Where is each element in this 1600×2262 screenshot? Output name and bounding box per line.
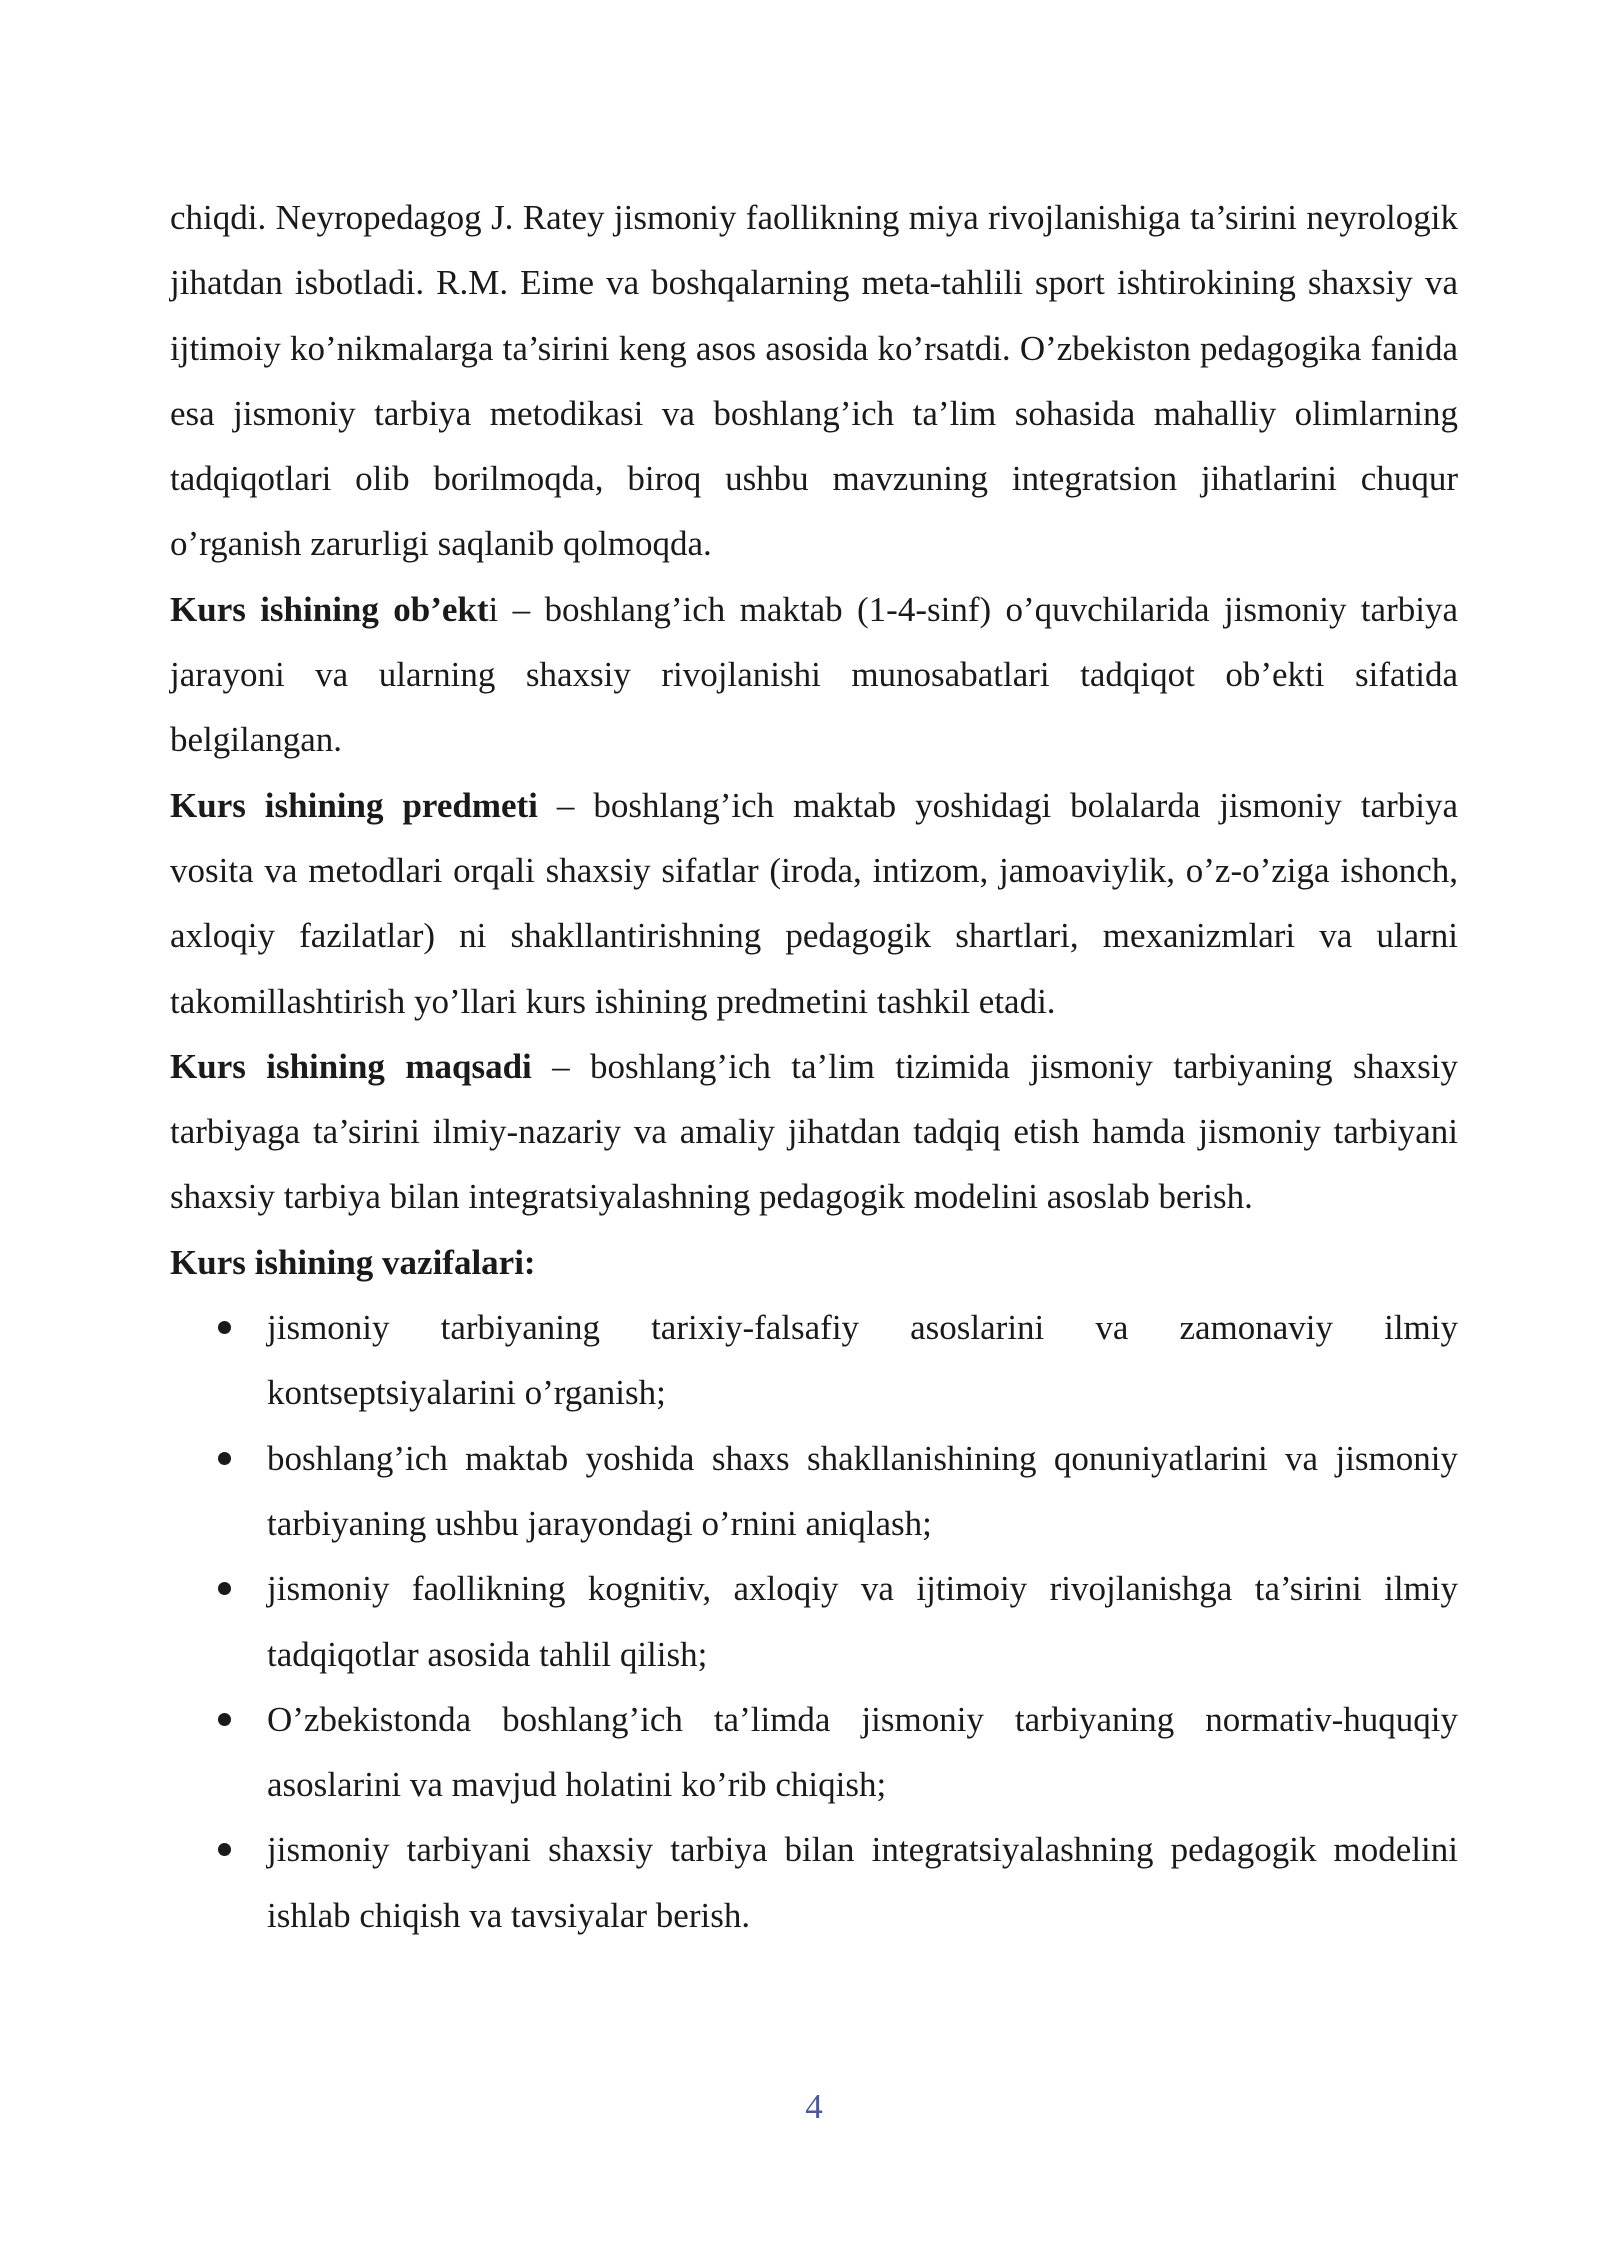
- list-item: [170, 1556, 1458, 1687]
- goal-paragraph: [170, 1034, 1458, 1230]
- bullet-icon: [218, 1452, 231, 1465]
- list-item: [170, 1295, 1458, 1426]
- intro-paragraph-text: chiqdi. Neyropedagog J. Ratey jismoniy faollikning miya rivojlanishiga ta’sirini neyrologik jihatdan isbotladi. R.M. Eime va boshqalarning meta-tahlili sport ishtirokining shaxsiy va ijtimoiy ko’nikmalarga ta’sirini keng asos asosida ko’rsatdi. O’zbekiston pedagogika fanida esa jismoniy tarbiya metodikasi va boshlang’ich ta’lim sohasida mahalliy olimlarning tadqiqotlari olib borilmoqda, biroq ushbu mavzuning integratsion jihatlarini chuqur o’rganish zarurligi saqlanib qolmoqda.: [170, 198, 1458, 564]
- object-paragraph: [170, 577, 1458, 773]
- list-item-text: jismoniy faollikning kognitiv, axloqiy va ijtimoiy rivojlanishga ta’sirini ilmiy tadqiqotlar asosida tahlil qilish;: [267, 1569, 1458, 1674]
- object-label-tail: i: [488, 589, 499, 629]
- subject-label: Kurs ishining predmeti: [170, 785, 538, 825]
- bullet-icon: [218, 1713, 231, 1726]
- subject-paragraph: [170, 773, 1458, 1034]
- page-number: 4: [805, 2087, 823, 2126]
- tasks-list: [170, 1295, 1458, 1948]
- object-text: – boshlang’ich maktab (1-4-sinf) o’quvchilarida jismoniy tarbiya jarayoni va ularning shaxsiy rivojlanishi munosabatlari tadqiqot ob’ekti sifatida belgilangan.: [170, 589, 1458, 760]
- list-item-text: boshlang’ich maktab yoshida shaxs shakllanishining qonuniyatlarini va jismoniy tarbiyaning ushbu jarayondagi o’rnini aniqlash;: [267, 1438, 1458, 1543]
- bullet-icon: [218, 1321, 231, 1334]
- tasks-heading: Kurs ishining vazifalari:: [170, 1242, 536, 1282]
- intro-paragraph: [170, 185, 1458, 577]
- list-item-text: O’zbekistonda boshlang’ich ta’limda jismoniy tarbiyaning normativ-huquqiy asoslarini va mavjud holatini ko’rib chiqish;: [267, 1699, 1458, 1805]
- subject-text: – boshlang’ich maktab yoshidagi bolalarda jismoniy tarbiya vosita va metodlari orqali shaxsiy sifatlar (iroda, intizom, jamoaviylik, o’z-o’ziga ishonch, axloqiy fazilatlar) ni shakllantirishning pedagogik shartlari, mexanizmlari va ularni takomillashtirish yo’llari kurs ishining predmetini tashkil etadi.: [170, 785, 1458, 1021]
- list-item: [170, 1817, 1458, 1948]
- bullet-icon: [218, 1843, 231, 1856]
- goal-label: Kurs ishining maqsadi: [170, 1046, 532, 1086]
- list-item-text: jismoniy tarbiyani shaxsiy tarbiya bilan integratsiyalashning pedagogik modelini ishlab chiqish va tavsiyalar berish.: [267, 1830, 1458, 1935]
- list-item: [170, 1426, 1458, 1557]
- list-item: [170, 1687, 1458, 1818]
- goal-text: – boshlang’ich ta’lim tizimida jismoniy tarbiyaning shaxsiy tarbiyaga ta’sirini ilmiy-nazariy va amaliy jihatdan tadqiq etish hamda jismoniy tarbiyani shaxsiy tarbiya bilan integratsiyalashning pedagogik modelini asoslab berish.: [170, 1046, 1459, 1217]
- document-page-body: [170, 185, 1458, 1948]
- list-item-text: jismoniy tarbiyaning tarixiy-falsafiy asoslarini va zamonaviy ilmiy kontseptsiyalarini o’rganish;: [267, 1308, 1458, 1413]
- bullet-icon: [218, 1582, 231, 1595]
- object-label: Kurs ishining ob’ekt: [170, 589, 489, 629]
